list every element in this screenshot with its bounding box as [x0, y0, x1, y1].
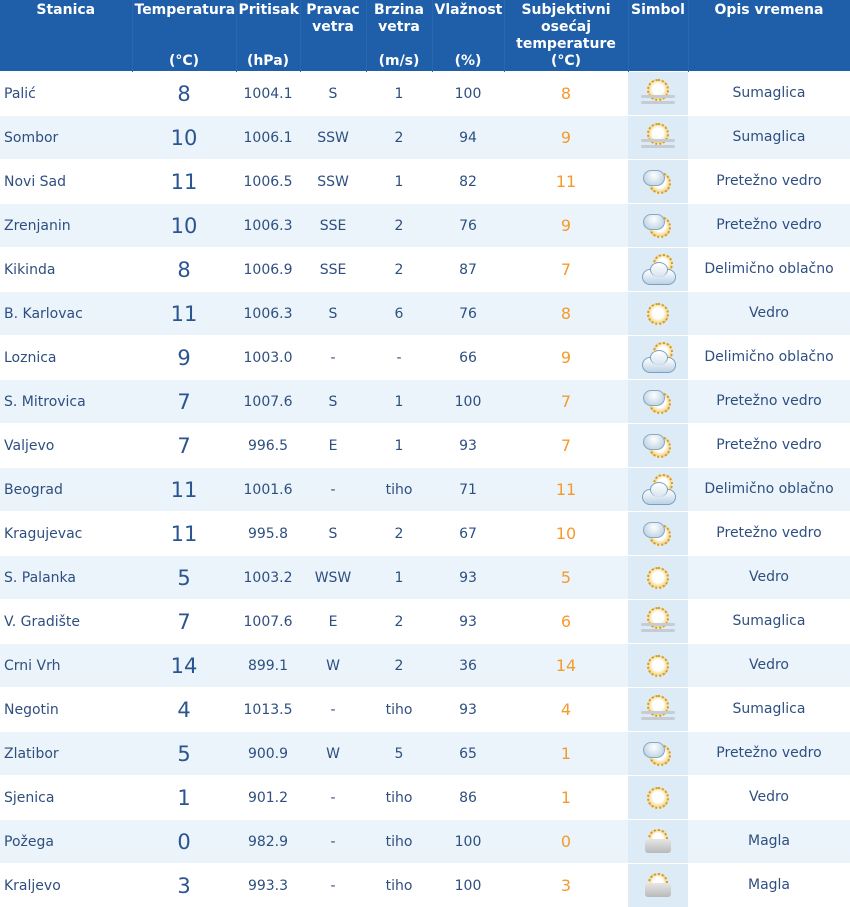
weather-description: Vedro	[688, 776, 850, 820]
header-wind-speed-unit: (m/s)	[367, 53, 432, 70]
header-wind-speed: Brzina vetra (m/s)	[366, 0, 432, 72]
table-row	[0, 248, 850, 292]
wind-speed-value: 2	[366, 116, 432, 160]
table-row	[0, 820, 850, 864]
pressure-value: 1006.3	[236, 292, 300, 336]
humidity-value: 71	[432, 468, 504, 512]
wind-direction-value: E	[300, 600, 366, 644]
mostly-clear-icon	[635, 207, 681, 245]
wind-speed-value: 1	[366, 380, 432, 424]
fog-icon	[635, 823, 681, 861]
humidity-value: 66	[432, 336, 504, 380]
wind-speed-value: -	[366, 336, 432, 380]
feels-like-value: 14	[504, 644, 628, 688]
temperature-value: 10	[132, 116, 236, 160]
temperature-value: 9	[132, 336, 236, 380]
temperature-value: 11	[132, 512, 236, 556]
pressure-value: 1013.5	[236, 688, 300, 732]
station-name: Kragujevac	[0, 512, 132, 556]
weather-symbol-cell	[628, 160, 688, 204]
humidity-value: 87	[432, 248, 504, 292]
feels-like-value: 7	[504, 380, 628, 424]
station-name: Zrenjanin	[0, 204, 132, 248]
wind-speed-value: 5	[366, 732, 432, 776]
station-name: Zlatibor	[0, 732, 132, 776]
humidity-value: 100	[432, 72, 504, 116]
mostly-clear-icon	[635, 735, 681, 773]
wind-direction-value: S	[300, 380, 366, 424]
weather-description: Pretežno vedro	[688, 160, 850, 204]
header-station: Stanica	[0, 0, 132, 72]
pressure-value: 1007.6	[236, 380, 300, 424]
table-row	[0, 512, 850, 556]
weather-symbol-cell	[628, 468, 688, 512]
wind-direction-value: W	[300, 644, 366, 688]
feels-like-value: 4	[504, 688, 628, 732]
wind-direction-value: SSW	[300, 160, 366, 204]
temperature-value: 5	[132, 556, 236, 600]
station-name: B. Karlovac	[0, 292, 132, 336]
table-row	[0, 468, 850, 512]
wind-speed-value: 2	[366, 204, 432, 248]
feels-like-value: 7	[504, 248, 628, 292]
table-row	[0, 732, 850, 776]
wind-direction-value: SSE	[300, 204, 366, 248]
humidity-value: 93	[432, 688, 504, 732]
clear-sun-icon	[635, 647, 681, 685]
temperature-value: 11	[132, 292, 236, 336]
wind-direction-value: E	[300, 424, 366, 468]
wind-speed-value: tiho	[366, 688, 432, 732]
wind-direction-value: -	[300, 468, 366, 512]
table-row	[0, 424, 850, 468]
humidity-value: 93	[432, 424, 504, 468]
pressure-value: 1004.1	[236, 72, 300, 116]
weather-symbol-cell	[628, 644, 688, 688]
header-feels-like-unit: (°C)	[505, 53, 628, 70]
wind-speed-value: tiho	[366, 468, 432, 512]
station-name: Kraljevo	[0, 864, 132, 907]
pressure-value: 982.9	[236, 820, 300, 864]
pressure-value: 993.3	[236, 864, 300, 907]
weather-symbol-cell	[628, 204, 688, 248]
partly-cloudy-icon	[635, 471, 681, 509]
weather-description: Pretežno vedro	[688, 424, 850, 468]
weather-description: Vedro	[688, 556, 850, 600]
table-row	[0, 688, 850, 732]
wind-direction-value: -	[300, 776, 366, 820]
header-feels-like: Subjektivni osećaj temperature (°C)	[504, 0, 628, 72]
weather-symbol-cell	[628, 776, 688, 820]
header-pressure: Pritisak (hPa)	[236, 0, 300, 72]
station-name: Negotin	[0, 688, 132, 732]
table-row	[0, 160, 850, 204]
fog-icon	[635, 867, 681, 905]
header-wind-direction: Pravac vetra	[300, 0, 366, 72]
table-row	[0, 600, 850, 644]
wind-direction-value: SSW	[300, 116, 366, 160]
header-humidity: Vlažnost (%)	[432, 0, 504, 72]
weather-description: Delimično oblačno	[688, 468, 850, 512]
temperature-value: 7	[132, 424, 236, 468]
wind-direction-value: -	[300, 688, 366, 732]
header-temperature-unit: (°C)	[133, 53, 236, 70]
weather-description: Delimično oblačno	[688, 336, 850, 380]
pressure-value: 995.8	[236, 512, 300, 556]
pressure-value: 996.5	[236, 424, 300, 468]
wind-direction-value: WSW	[300, 556, 366, 600]
weather-symbol-cell	[628, 688, 688, 732]
humidity-value: 76	[432, 292, 504, 336]
wind-speed-value: 1	[366, 424, 432, 468]
humidity-value: 36	[432, 644, 504, 688]
weather-symbol-cell	[628, 292, 688, 336]
feels-like-value: 9	[504, 116, 628, 160]
pressure-value: 901.2	[236, 776, 300, 820]
wind-direction-value: W	[300, 732, 366, 776]
station-name: S. Palanka	[0, 556, 132, 600]
feels-like-value: 0	[504, 820, 628, 864]
header-description: Opis vremena	[688, 0, 850, 72]
partly-cloudy-icon	[635, 251, 681, 289]
feels-like-value: 5	[504, 556, 628, 600]
weather-description: Vedro	[688, 644, 850, 688]
temperature-value: 7	[132, 380, 236, 424]
temperature-value: 1	[132, 776, 236, 820]
weather-description: Magla	[688, 864, 850, 907]
table-row	[0, 336, 850, 380]
mostly-clear-icon	[635, 383, 681, 421]
humidity-value: 76	[432, 204, 504, 248]
mostly-clear-icon	[635, 427, 681, 465]
haze-icon	[635, 691, 681, 729]
humidity-value: 94	[432, 116, 504, 160]
header-row	[0, 0, 850, 72]
station-name: Kikinda	[0, 248, 132, 292]
table-row	[0, 204, 850, 248]
pressure-value: 900.9	[236, 732, 300, 776]
weather-symbol-cell	[628, 336, 688, 380]
humidity-value: 93	[432, 600, 504, 644]
station-name: S. Mitrovica	[0, 380, 132, 424]
feels-like-value: 7	[504, 424, 628, 468]
pressure-value: 1001.6	[236, 468, 300, 512]
humidity-value: 65	[432, 732, 504, 776]
feels-like-value: 1	[504, 776, 628, 820]
header-pressure-unit: (hPa)	[237, 53, 300, 70]
weather-description: Sumaglica	[688, 688, 850, 732]
clear-sun-icon	[635, 779, 681, 817]
pressure-value: 1006.5	[236, 160, 300, 204]
header-temperature: Temperatura (°C)	[132, 0, 236, 72]
feels-like-value: 1	[504, 732, 628, 776]
weather-symbol-cell	[628, 864, 688, 907]
station-name: Sjenica	[0, 776, 132, 820]
humidity-value: 67	[432, 512, 504, 556]
station-name: Loznica	[0, 336, 132, 380]
weather-symbol-cell	[628, 600, 688, 644]
weather-description: Magla	[688, 820, 850, 864]
wind-speed-value: 1	[366, 160, 432, 204]
weather-symbol-cell	[628, 732, 688, 776]
pressure-value: 1006.9	[236, 248, 300, 292]
weather-symbol-cell	[628, 72, 688, 116]
temperature-value: 10	[132, 204, 236, 248]
wind-speed-value: 2	[366, 512, 432, 556]
temperature-value: 8	[132, 248, 236, 292]
feels-like-value: 11	[504, 160, 628, 204]
wind-speed-value: 2	[366, 248, 432, 292]
temperature-value: 4	[132, 688, 236, 732]
wind-direction-value: S	[300, 512, 366, 556]
temperature-value: 8	[132, 72, 236, 116]
wind-speed-value: tiho	[366, 820, 432, 864]
temperature-value: 5	[132, 732, 236, 776]
feels-like-value: 8	[504, 292, 628, 336]
table-row	[0, 116, 850, 160]
pressure-value: 1003.0	[236, 336, 300, 380]
humidity-value: 100	[432, 380, 504, 424]
pressure-value: 1006.3	[236, 204, 300, 248]
humidity-value: 100	[432, 820, 504, 864]
wind-direction-value: -	[300, 864, 366, 907]
weather-description: Sumaglica	[688, 116, 850, 160]
haze-icon	[635, 75, 681, 113]
wind-direction-value: SSE	[300, 248, 366, 292]
temperature-value: 3	[132, 864, 236, 907]
table-row	[0, 776, 850, 820]
temperature-value: 0	[132, 820, 236, 864]
weather-description: Pretežno vedro	[688, 732, 850, 776]
feels-like-value: 9	[504, 204, 628, 248]
weather-symbol-cell	[628, 512, 688, 556]
haze-icon	[635, 603, 681, 641]
temperature-value: 7	[132, 600, 236, 644]
wind-speed-value: tiho	[366, 864, 432, 907]
weather-description: Sumaglica	[688, 72, 850, 116]
feels-like-value: 8	[504, 72, 628, 116]
table-row	[0, 72, 850, 116]
wind-direction-value: S	[300, 292, 366, 336]
station-name: Požega	[0, 820, 132, 864]
feels-like-value: 6	[504, 600, 628, 644]
feels-like-value: 10	[504, 512, 628, 556]
table-row	[0, 292, 850, 336]
feels-like-value: 11	[504, 468, 628, 512]
wind-speed-value: 6	[366, 292, 432, 336]
wind-speed-value: 1	[366, 72, 432, 116]
station-name: Palić	[0, 72, 132, 116]
weather-description: Delimično oblačno	[688, 248, 850, 292]
wind-speed-value: 1	[366, 556, 432, 600]
temperature-value: 11	[132, 160, 236, 204]
wind-speed-value: 2	[366, 644, 432, 688]
station-name: Novi Sad	[0, 160, 132, 204]
wind-speed-value: tiho	[366, 776, 432, 820]
clear-sun-icon	[635, 295, 681, 333]
mostly-clear-icon	[635, 515, 681, 553]
temperature-value: 11	[132, 468, 236, 512]
partly-cloudy-icon	[635, 339, 681, 377]
weather-description: Pretežno vedro	[688, 204, 850, 248]
pressure-value: 899.1	[236, 644, 300, 688]
feels-like-value: 3	[504, 864, 628, 907]
weather-symbol-cell	[628, 424, 688, 468]
humidity-value: 82	[432, 160, 504, 204]
weather-symbol-cell	[628, 380, 688, 424]
station-name: Valjevo	[0, 424, 132, 468]
pressure-value: 1003.2	[236, 556, 300, 600]
pressure-value: 1006.1	[236, 116, 300, 160]
table-row	[0, 644, 850, 688]
wind-direction-value: S	[300, 72, 366, 116]
feels-like-value: 9	[504, 336, 628, 380]
mostly-clear-icon	[635, 163, 681, 201]
weather-symbol-cell	[628, 820, 688, 864]
clear-sun-icon	[635, 559, 681, 597]
weather-symbol-cell	[628, 116, 688, 160]
wind-speed-value: 2	[366, 600, 432, 644]
wind-direction-value: -	[300, 336, 366, 380]
header-humidity-unit: (%)	[433, 53, 504, 70]
weather-description: Sumaglica	[688, 600, 850, 644]
humidity-value: 93	[432, 556, 504, 600]
weather-description: Vedro	[688, 292, 850, 336]
station-name: V. Gradište	[0, 600, 132, 644]
humidity-value: 86	[432, 776, 504, 820]
station-name: Sombor	[0, 116, 132, 160]
pressure-value: 1007.6	[236, 600, 300, 644]
haze-icon	[635, 119, 681, 157]
wind-direction-value: -	[300, 820, 366, 864]
table-row	[0, 556, 850, 600]
weather-description: Pretežno vedro	[688, 380, 850, 424]
temperature-value: 14	[132, 644, 236, 688]
table-row	[0, 380, 850, 424]
weather-description: Pretežno vedro	[688, 512, 850, 556]
station-name: Beograd	[0, 468, 132, 512]
weather-symbol-cell	[628, 556, 688, 600]
table-row	[0, 864, 850, 907]
weather-symbol-cell	[628, 248, 688, 292]
station-name: Crni Vrh	[0, 644, 132, 688]
header-symbol: Simbol	[628, 0, 688, 72]
humidity-value: 100	[432, 864, 504, 907]
